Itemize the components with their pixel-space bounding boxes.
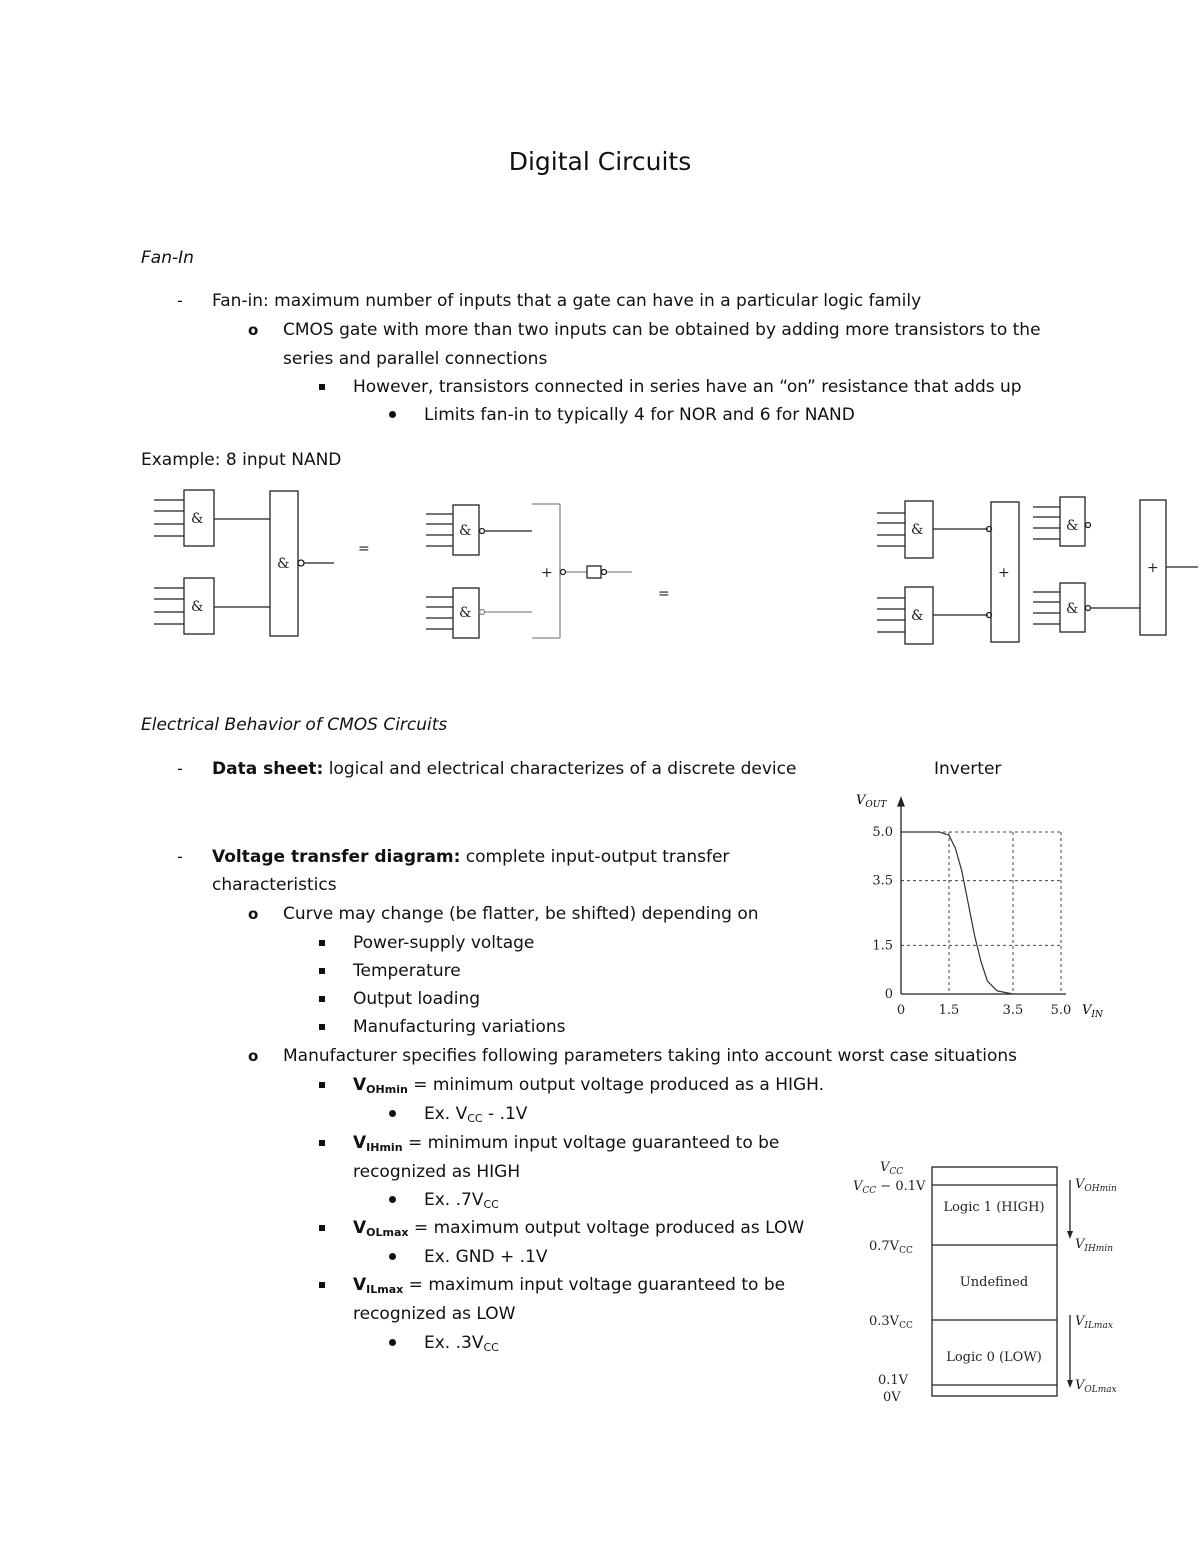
fan-in-limit-text: Limits fan-in to typically 4 for NOR and 6 for NAND (424, 405, 855, 425)
square-bullet (319, 1024, 325, 1030)
chart-title: Inverter (934, 759, 1002, 779)
y-tick-label: 5.0 (872, 825, 893, 840)
vil-max-item-cont: recognized as LOW (353, 1304, 516, 1324)
square-bullet (319, 1082, 325, 1088)
page-title: Digital Circuits (508, 147, 692, 176)
region-undefined: Undefined (959, 1275, 1029, 1290)
level-01v: 0.1V (878, 1373, 909, 1388)
square-bullet (319, 968, 325, 974)
dot-bullet (389, 1110, 396, 1117)
y-tick-label: 0 (884, 987, 893, 1002)
section-heading-electrical: Electrical Behavior of CMOS Circuits (141, 715, 448, 735)
voh-example: Ex. $V_{CC} - .1V$ (424, 1104, 528, 1125)
level-07vcc: $0.7V_{CC}$ (869, 1239, 913, 1256)
manufacturer-text: Manufacturer specifies following parameters taking into account worst case situations (283, 1046, 1018, 1066)
factor-item: Output loading (353, 989, 481, 1009)
param-vol-max: $V_{OLmax}$ (1075, 1378, 1117, 1395)
section-heading-fan-in: Fan-In (141, 248, 194, 268)
series-resistance-text: However, transistors connected in series have an “on” resistance that adds up (353, 377, 1022, 397)
and-symbol: & (911, 522, 924, 538)
equals-sign: = (358, 541, 370, 557)
square-bullet (319, 940, 325, 946)
and-symbol: & (911, 608, 924, 624)
param-vil-max: $V_{ILmax}$ (1075, 1314, 1113, 1331)
down-arrow-icon (1067, 1231, 1073, 1239)
factor-item: Temperature (353, 961, 461, 981)
vih-min-item: $V_{IHmin}$ = minimum input voltage guaranteed to be (353, 1133, 780, 1154)
dash-bullet: - (177, 847, 183, 866)
and-symbol: & (191, 511, 204, 527)
vil-max-item: $V_{ILmax}$ = maximum input voltage guaranteed to be (353, 1275, 786, 1296)
vih-example: Ex. $.7V_{CC}$ (424, 1190, 499, 1211)
y-tick-label: 1.5 (872, 938, 893, 954)
region-logic-1: Logic 1 (HIGH) (943, 1200, 1045, 1215)
or-symbol: + (541, 565, 553, 581)
down-arrow-icon (1067, 1380, 1073, 1388)
y-tick-label: 3.5 (872, 873, 893, 889)
dot-bullet (389, 1196, 396, 1203)
equals-sign: = (658, 586, 670, 602)
or-symbol: + (1147, 560, 1159, 576)
x-tick-label: 0 (896, 1003, 906, 1018)
dot-bullet (389, 1339, 396, 1346)
factor-item: Power-supply voltage (353, 933, 535, 953)
cmos-gate-text-cont: series and parallel connections (283, 349, 548, 369)
param-vih-min: $V_{IHmin}$ (1075, 1237, 1114, 1254)
x-tick-label: 3.5 (1002, 1003, 1024, 1018)
vol-example: Ex. GND + .1V (424, 1247, 548, 1267)
fan-in-definition: Fan-in: maximum number of inputs that a gate can have in a particular logic family (212, 291, 922, 311)
dash-bullet: - (177, 759, 183, 778)
param-voh-min: $V_{OHmin}$ (1075, 1177, 1117, 1194)
factor-item: Manufacturing variations (353, 1017, 566, 1037)
x-tick-label: 5.0 (1050, 1003, 1072, 1018)
circle-bullet: o (248, 1047, 259, 1065)
level-vcc-minus: $V_{CC} - 0.1V$ (853, 1179, 926, 1196)
level-vcc: $V_{CC}$ (880, 1160, 904, 1177)
datasheet-item: Data sheet: logical and electrical characterizes of a discrete device (212, 759, 797, 779)
example-label: Example: 8 input NAND (141, 450, 342, 470)
inverter-transfer-chart (848, 788, 1128, 1023)
and-symbol: & (459, 523, 472, 539)
dash-bullet: - (177, 291, 183, 310)
nand-gate-diagram (140, 480, 1200, 650)
dot-bullet (389, 1253, 396, 1260)
square-bullet (319, 1140, 325, 1146)
and-symbol: & (459, 605, 472, 621)
square-bullet (319, 384, 325, 390)
x-axis-label: $V_{IN}$ (1082, 1003, 1103, 1020)
voh-min-item: $V_{OHmin}$ = minimum output voltage produced as a HIGH. (353, 1075, 825, 1096)
and-symbol: & (191, 599, 204, 615)
level-0v: 0V (883, 1390, 901, 1405)
y-axis-label: $V_{OUT}$ (856, 793, 887, 810)
and-symbol: & (1066, 601, 1079, 617)
vtd-item: Voltage transfer diagram: complete input-output transfer (212, 847, 730, 867)
y-axis-arrow (898, 798, 904, 806)
and-symbol: & (1066, 518, 1079, 534)
square-bullet (319, 1282, 325, 1288)
or-symbol: + (998, 565, 1010, 581)
vih-min-item-cont: recognized as HIGH (353, 1162, 521, 1182)
square-bullet (319, 996, 325, 1002)
circle-bullet: o (248, 321, 259, 339)
vil-example: Ex. $.3V_{CC}$ (424, 1333, 499, 1354)
level-03vcc: $0.3V_{CC}$ (869, 1314, 913, 1331)
transfer-curve (901, 832, 1013, 994)
and-symbol: & (277, 556, 290, 572)
x-tick-label: 1.5 (938, 1003, 960, 1018)
cmos-gate-text: CMOS gate with more than two inputs can be obtained by adding more transistors to the (283, 320, 1041, 340)
region-logic-0: Logic 0 (LOW) (946, 1350, 1042, 1365)
circle-bullet: o (248, 905, 259, 923)
vtd-item-cont: characteristics (212, 875, 337, 895)
curve-change-text: Curve may change (be flatter, be shifted) depending on (283, 904, 759, 924)
dot-bullet (389, 411, 396, 418)
vol-max-item: $V_{OLmax}$ = maximum output voltage produced as LOW (353, 1218, 805, 1239)
logic-levels-diagram (845, 1155, 1125, 1410)
square-bullet (319, 1225, 325, 1231)
